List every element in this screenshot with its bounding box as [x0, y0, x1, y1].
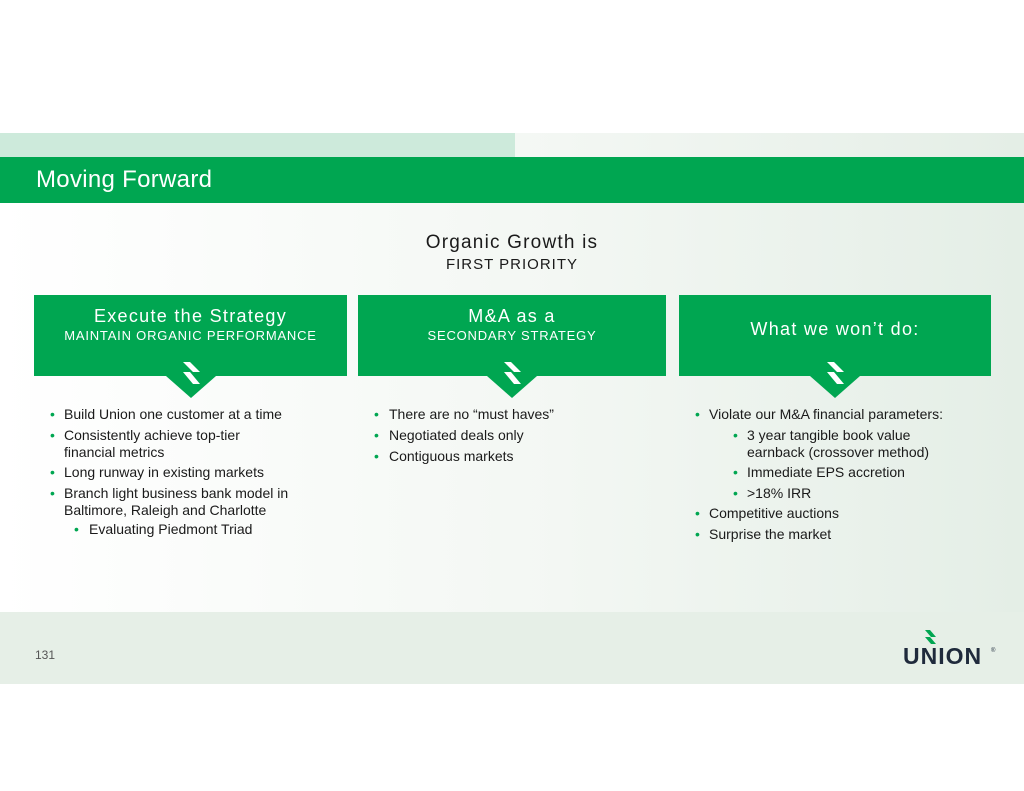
page-number: 131: [35, 648, 56, 662]
list-item: Violate our M&A financial parameters:: [709, 406, 943, 422]
list-item: 3 year tangible book value: [747, 427, 911, 443]
union-logo-leaf-icon: [925, 630, 936, 644]
list-item: >18% IRR: [747, 485, 812, 501]
bullet-marker: •: [374, 406, 379, 422]
union-leaf-icon: [487, 352, 537, 398]
headline-line-1: Organic Growth is: [425, 232, 599, 253]
list-item: Evaluating Piedmont Triad: [89, 521, 253, 537]
box-title: Execute the Strategy: [93, 306, 288, 326]
box-subtitle: SECONDARY STRATEGY: [427, 328, 597, 343]
bullet-marker: •: [733, 427, 738, 443]
bullet-marker: •: [733, 485, 738, 501]
list-item: Competitive auctions: [709, 505, 839, 521]
bullet-marker: •: [50, 406, 55, 422]
list-item: Immediate EPS accretion: [747, 464, 905, 480]
headline-line-2: FIRST PRIORITY: [445, 256, 579, 273]
list-item: Long runway in existing markets: [64, 464, 264, 480]
list-item: Consistently achieve top-tier: [64, 427, 240, 443]
footer-band: [0, 612, 1024, 684]
list-item: Baltimore, Raleigh and Charlotte: [64, 502, 267, 518]
box-subtitle: MAINTAIN ORGANIC PERFORMANCE: [64, 328, 317, 343]
list-item: Surprise the market: [709, 526, 832, 542]
bullet-marker: •: [74, 521, 79, 537]
bullet-marker: •: [374, 427, 379, 443]
bullet-marker: •: [695, 505, 700, 521]
registered-mark: ®: [991, 648, 996, 654]
list-item: earnback (crossover method): [747, 444, 930, 460]
union-leaf-icon: [810, 352, 860, 398]
header-accent-strip: [0, 133, 515, 157]
list-item: financial metrics: [64, 444, 165, 460]
union-leaf-icon: [166, 352, 216, 398]
bullet-marker: •: [374, 448, 379, 464]
list-item: Build Union one customer at a time: [64, 406, 282, 422]
logo-wordmark: UNION: [903, 643, 983, 666]
bullet-marker: •: [695, 406, 700, 422]
bullet-marker: •: [733, 464, 738, 480]
union-logo: [903, 630, 999, 666]
list-item: There are no “must haves”: [389, 406, 554, 422]
bullet-marker: •: [50, 464, 55, 480]
bullet-marker: •: [695, 526, 700, 542]
box-title: What we won’t do:: [750, 319, 920, 339]
list-item: Negotiated deals only: [389, 427, 524, 443]
list-item: Branch light business bank model in: [64, 485, 289, 501]
list-item: Contiguous markets: [389, 448, 514, 464]
bullet-marker: •: [50, 427, 55, 443]
box-title: M&A as a: [468, 306, 556, 326]
bullet-marker: •: [50, 485, 55, 501]
slide-title: Moving Forward: [36, 166, 213, 193]
